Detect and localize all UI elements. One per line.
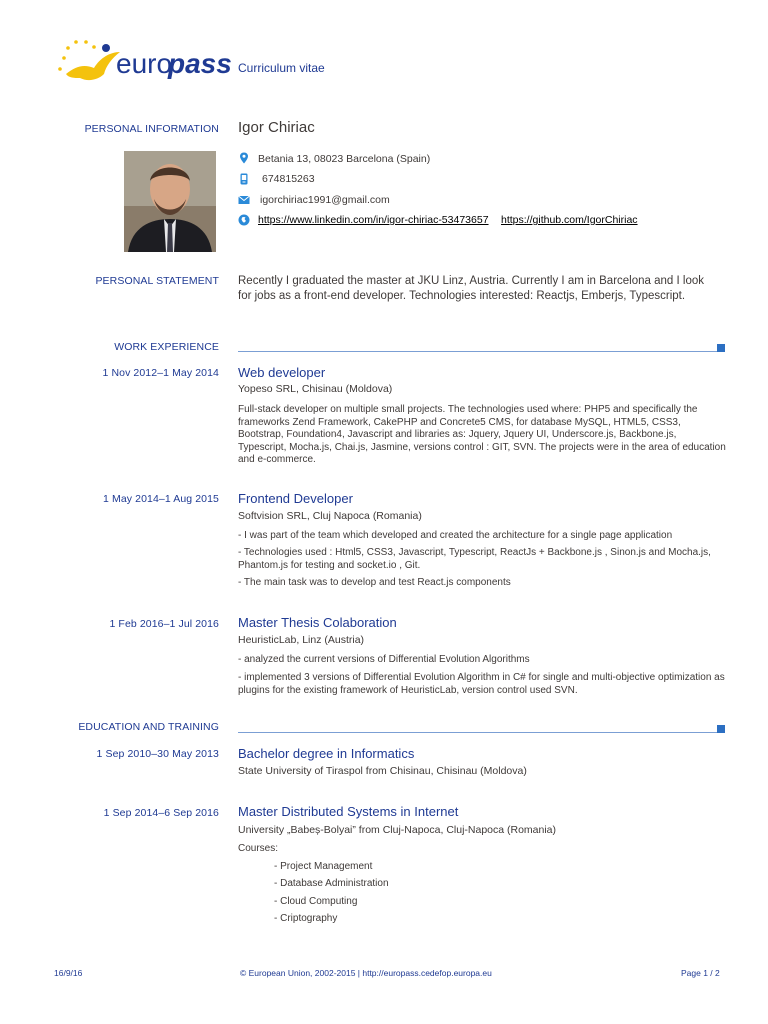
person-photo-icon xyxy=(124,151,216,252)
section-label-work-experience: WORK EXPERIENCE xyxy=(114,341,219,353)
person-name: Igor Chiriac xyxy=(238,119,315,136)
work-line-2-3: - The main task was to develop and test React.js components xyxy=(238,577,511,588)
work-line-2-2: - Technologies used : Html5, CSS3, Javascript, Typescript, ReactJs + Backbone.js , Sinon.js and Mocha.js, Phantom.js for testing and socket.io , Git. xyxy=(238,547,711,571)
document-title: Curriculum vitae xyxy=(238,61,325,75)
work-description-1: Full-stack developer on multiple small projects. The technologies used where: PHP5 and specifically the frameworks Zend Framework, CakePHP and Concrete5 CMS, for database MySQL, HTML5, CSS3, Bootstrap, Foundation4, Javascript and libraries as: Jquery, Jquery UI, Underscore.js, Backbone.js, Typescript, Mocha.js, Chai.js, Jasmine, versions control : GIT, SVN. The projects were in the area of education and e-commerce. xyxy=(238,404,726,466)
course-item: - Criptography xyxy=(274,913,338,924)
courses-label: Courses: xyxy=(238,843,279,854)
work-title-3: Master Thesis Colaboration xyxy=(238,615,397,630)
education-title-2: Master Distributed Systems in Internet xyxy=(238,804,459,819)
footer-date: 16/9/16 xyxy=(54,968,83,978)
course-item: - Project Management xyxy=(274,861,373,872)
education-org-1: State University of Tiraspol from Chisinau, Chisinau (Moldova) xyxy=(238,765,527,777)
section-label-personal-statement: PERSONAL STATEMENT xyxy=(95,275,219,287)
section-rule-end-marker-education xyxy=(717,725,725,733)
work-line-3-2: - implemented 3 versions of Differential Evolution Algorithm in C# for single and multi-objective optimization as plugins for the existing framework of HeuristicLab, version control used SVN. xyxy=(238,672,725,696)
course-item: - Cloud Computing xyxy=(274,896,358,907)
work-dates-1: 1 Nov 2012–1 May 2014 xyxy=(102,367,219,379)
work-org-2: Softvision SRL, Cluj Napoca (Romania) xyxy=(238,510,422,522)
work-title-2: Frontend Developer xyxy=(238,491,353,506)
email-address: igorchiriac1991@gmail.com xyxy=(260,194,390,206)
section-label-personal-information: PERSONAL INFORMATION xyxy=(84,123,219,135)
education-dates-2: 1 Sep 2014–6 Sep 2016 xyxy=(103,807,219,819)
work-org-1: Yopeso SRL, Chisinau (Moldova) xyxy=(238,383,393,395)
address: Betania 13, 08023 Barcelona (Spain) xyxy=(258,153,431,165)
section-rule-end-marker xyxy=(717,344,725,352)
europass-logo-icon xyxy=(54,38,124,90)
footer-page-number: Page 1 / 2 xyxy=(681,968,720,978)
web-globe-icon xyxy=(238,214,250,226)
work-dates-2: 1 May 2014–1 Aug 2015 xyxy=(103,493,219,505)
section-label-education: EDUCATION AND TRAINING xyxy=(78,721,219,733)
work-line-2-1: - I was part of the team which developed and created the architecture for a single page application xyxy=(238,530,673,541)
work-line-3-1: - analyzed the current versions of Differential Evolution Algorithms xyxy=(238,654,530,665)
work-dates-3: 1 Feb 2016–1 Jul 2016 xyxy=(109,618,219,630)
education-dates-1: 1 Sep 2010–30 May 2013 xyxy=(96,748,219,760)
education-org-2: University „Babeș-Bolyai” from Cluj-Napoca, Cluj-Napoca (Romania) xyxy=(238,824,557,836)
github-link[interactable]: https://github.com/IgorChiriac xyxy=(501,214,638,226)
section-rule-education xyxy=(238,732,720,733)
work-title-1: Web developer xyxy=(238,365,326,380)
footer-copyright: © European Union, 2002-2015 | http://europass.cedefop.europa.eu xyxy=(240,968,492,978)
education-title-1: Bachelor degree in Informatics xyxy=(238,746,415,761)
mobile-phone-icon xyxy=(238,173,250,185)
phone-number: 674815263 xyxy=(262,173,315,185)
logo-text-pass: pass xyxy=(168,48,232,79)
work-org-3: HeuristicLab, Linz (Austria) xyxy=(238,634,365,646)
section-rule-work xyxy=(238,351,720,352)
europass-logo xyxy=(54,38,232,90)
personal-statement-text: Recently I graduated the master at JKU Linz, Austria. Currently I am in Barcelona and I look for jobs as a front-end developer. Technologies interested: Reactjs, Emberjs, Typescript. xyxy=(238,275,704,302)
email-envelope-icon xyxy=(238,194,250,206)
logo-text-euro: euro xyxy=(116,48,173,79)
profile-photo xyxy=(124,151,216,252)
linkedin-link[interactable]: https://www.linkedin.com/in/igor-chiriac-53473657 xyxy=(258,214,489,226)
location-pin-icon xyxy=(238,152,250,164)
course-item: - Database Administration xyxy=(274,878,389,889)
